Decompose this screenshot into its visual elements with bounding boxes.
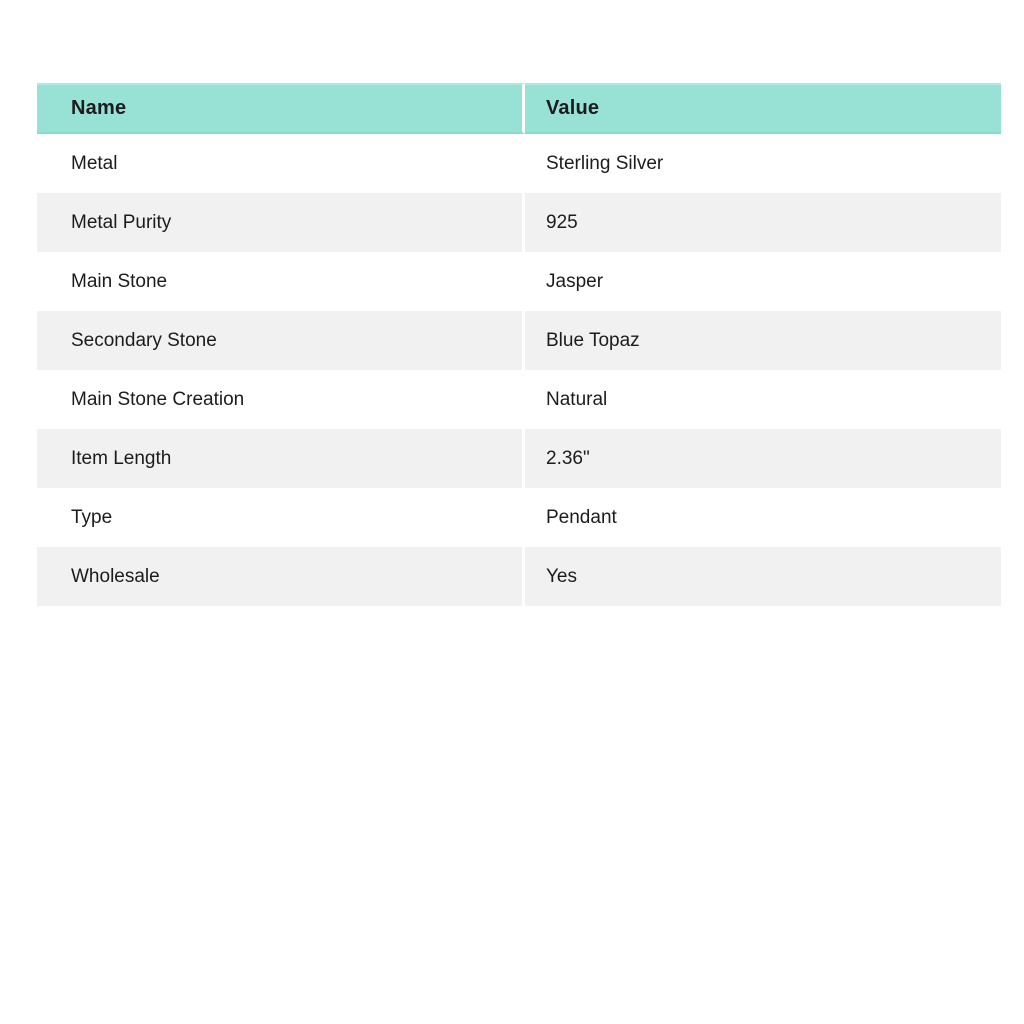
spec-name: Type: [37, 488, 525, 547]
spec-value: Jasper: [525, 252, 1001, 311]
spec-value: 2.36": [525, 429, 1001, 488]
table-row: [37, 311, 1001, 370]
spec-value: Natural: [525, 370, 1001, 429]
table-row: [37, 134, 1001, 193]
table-row: [37, 252, 1001, 311]
table-row: [37, 488, 1001, 547]
product-specs-table: [37, 83, 1001, 606]
table-row: [37, 370, 1001, 429]
table-header-row: [37, 83, 1001, 134]
spec-name: Main Stone: [37, 252, 525, 311]
spec-value: 925: [525, 193, 1001, 252]
spec-value: Pendant: [525, 488, 1001, 547]
spec-value: Yes: [525, 547, 1001, 606]
table-row: [37, 547, 1001, 606]
spec-name: Main Stone Creation: [37, 370, 525, 429]
column-header-name: Name: [37, 83, 525, 134]
spec-name: Wholesale: [37, 547, 525, 606]
column-header-value: Value: [525, 83, 1001, 134]
spec-value: Blue Topaz: [525, 311, 1001, 370]
spec-name: Metal: [37, 134, 525, 193]
table-row: [37, 429, 1001, 488]
spec-name: Item Length: [37, 429, 525, 488]
table-row: [37, 193, 1001, 252]
spec-value: Sterling Silver: [525, 134, 1001, 193]
spec-name: Metal Purity: [37, 193, 525, 252]
spec-name: Secondary Stone: [37, 311, 525, 370]
specs-table: [37, 83, 1001, 606]
